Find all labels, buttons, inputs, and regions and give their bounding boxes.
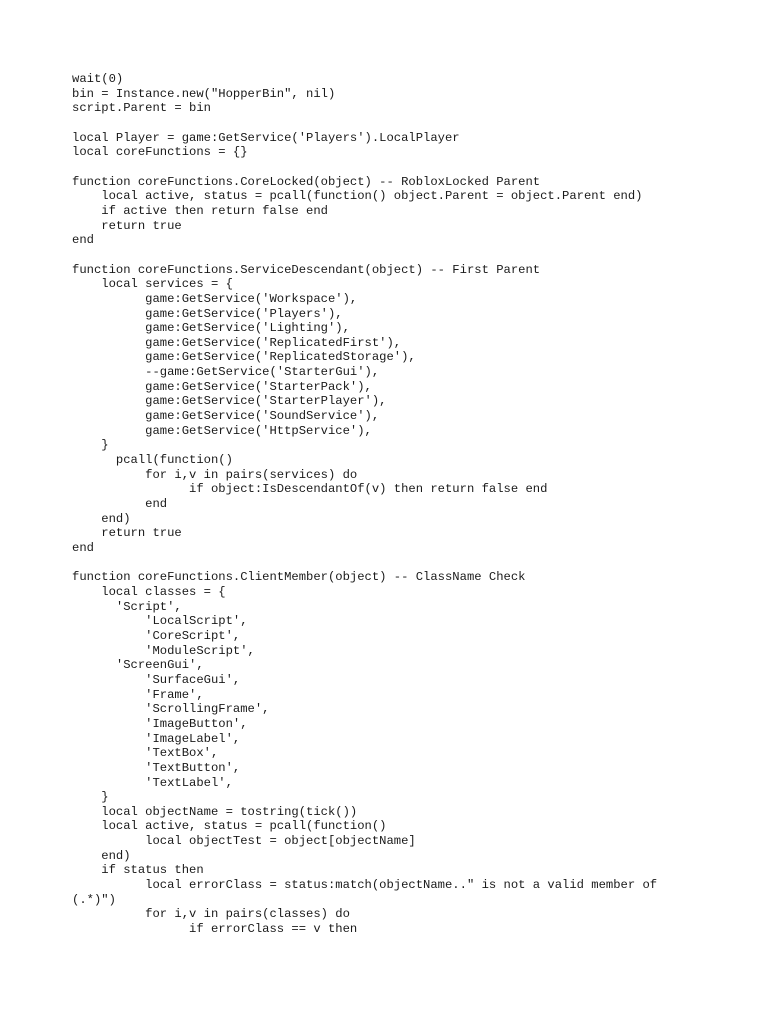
code-line: 'CoreScript', xyxy=(72,628,241,643)
code-line: function coreFunctions.ClientMember(object) -- ClassName Check xyxy=(72,570,526,585)
code-line: game:GetService('SoundService'), xyxy=(72,409,380,424)
code-line: pcall(function() xyxy=(72,453,233,468)
code-line: return true xyxy=(72,526,182,541)
code-line: 'TextBox', xyxy=(72,746,219,761)
code-line: game:GetService('Workspace'), xyxy=(72,291,358,306)
code-line: if status then xyxy=(72,863,204,878)
code-line: end xyxy=(72,497,168,512)
code-line: 'SurfaceGui', xyxy=(72,672,241,687)
code-line: game:GetService('StarterPack'), xyxy=(72,379,372,394)
code-line: game:GetService('ReplicatedStorage'), xyxy=(72,350,416,365)
code-line xyxy=(72,160,712,175)
code-line: (.*)") xyxy=(72,892,116,907)
code-line: return true xyxy=(72,218,182,233)
code-line: end) xyxy=(72,848,131,863)
code-line: game:GetService('Lighting'), xyxy=(72,321,350,336)
code-line: local coreFunctions = {} xyxy=(72,145,248,160)
code-line: wait(0) xyxy=(72,72,124,86)
code-line: if active then return false end xyxy=(72,203,328,218)
code-line: local errorClass = status:match(objectName.." is not a valid member of xyxy=(72,878,658,893)
code-line: local services = { xyxy=(72,277,233,292)
code-line: local active, status = pcall(function() object.Parent = object.Parent end) xyxy=(72,189,643,204)
code-line: bin = Instance.new("HopperBin", nil) xyxy=(72,86,336,101)
code-line xyxy=(72,116,712,131)
code-line: local classes = { xyxy=(72,584,226,599)
code-line: 'ImageLabel', xyxy=(72,731,241,746)
code-line: function coreFunctions.ServiceDescendant(object) -- First Parent xyxy=(72,262,541,277)
code-line: game:GetService('StarterPlayer'), xyxy=(72,394,387,409)
code-line: game:GetService('ReplicatedFirst'), xyxy=(72,335,402,350)
code-line: local objectName = tostring(tick()) xyxy=(72,804,358,819)
code-line: 'TextLabel', xyxy=(72,775,233,790)
code-line: 'TextButton', xyxy=(72,760,241,775)
code-line: 'Script', xyxy=(72,599,182,614)
code-line: for i,v in pairs(services) do xyxy=(72,467,358,482)
code-line: } xyxy=(72,438,109,453)
code-line: function coreFunctions.CoreLocked(object) -- RobloxLocked Parent xyxy=(72,174,541,189)
code-line: } xyxy=(72,790,109,805)
code-line: end xyxy=(72,233,94,248)
code-line: 'ModuleScript', xyxy=(72,643,255,658)
code-line: script.Parent = bin xyxy=(72,101,211,116)
code-line: 'ScrollingFrame', xyxy=(72,702,270,717)
code-line xyxy=(72,248,712,263)
code-line: game:GetService('HttpService'), xyxy=(72,423,372,438)
code-line: 'ImageButton', xyxy=(72,716,248,731)
code-line: local Player = game:GetService('Players').LocalPlayer xyxy=(72,130,460,145)
code-line: --game:GetService('StarterGui'), xyxy=(72,365,380,380)
code-line: for i,v in pairs(classes) do xyxy=(72,907,350,922)
code-line: 'Frame', xyxy=(72,687,204,702)
code-line: end xyxy=(72,541,94,555)
code-line: if errorClass == v then xyxy=(72,922,358,937)
code-block xyxy=(72,72,712,937)
code-line: local objectTest = object[objectName] xyxy=(72,834,416,849)
code-line: local active, status = pcall(function() xyxy=(72,819,387,834)
code-line: 'LocalScript', xyxy=(72,614,248,629)
code-line: 'ScreenGui', xyxy=(72,658,204,673)
code-line: if object:IsDescendantOf(v) then return false end xyxy=(72,482,548,497)
code-line: end) xyxy=(72,511,131,526)
code-line: game:GetService('Players'), xyxy=(72,306,343,321)
code-line xyxy=(72,556,712,571)
